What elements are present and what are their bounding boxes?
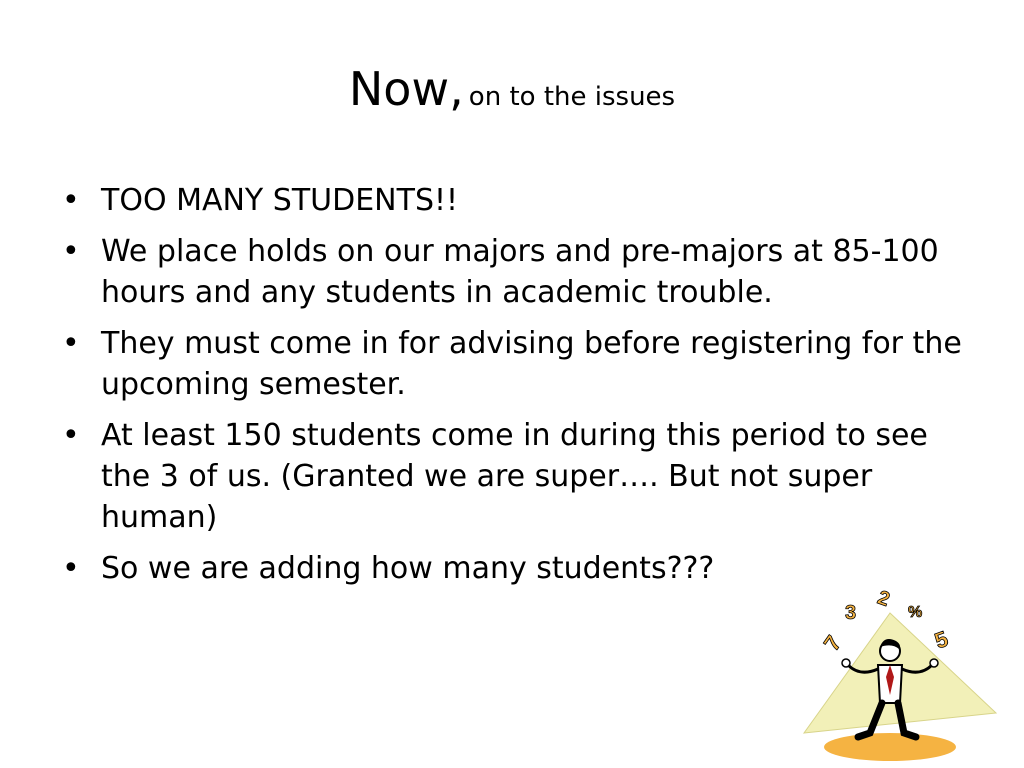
- ground-ellipse: [824, 733, 956, 761]
- bullet-dot-icon: •: [62, 183, 80, 218]
- title-subtitle: on to the issues: [468, 82, 676, 112]
- bullet-item: [62, 415, 962, 538]
- bullet-dot-icon: •: [62, 551, 80, 586]
- bullet-item: [62, 323, 962, 405]
- bullet-dot-icon: •: [62, 326, 80, 361]
- juggled-symbol: %: [908, 604, 923, 621]
- bullet-list: [62, 180, 962, 599]
- bullet-item: [62, 548, 962, 589]
- juggled-symbol: 7: [818, 630, 847, 656]
- bullet-dot-icon: •: [62, 234, 80, 269]
- bullet-text: TOO MANY STUDENTS!!: [101, 183, 459, 218]
- juggled-symbol: 3: [845, 602, 857, 624]
- bullet-text: They must come in for advising before registering for the upcoming semester.: [101, 326, 962, 402]
- figure-hand-right: [930, 659, 938, 667]
- bullet-dot-icon: •: [62, 418, 80, 453]
- juggling-man-clipart-icon: [798, 585, 1003, 763]
- bullet-text: At least 150 students come in during this period to see the 3 of us. (Granted we are super…. But not super human): [101, 418, 928, 535]
- juggled-symbol: 2: [874, 586, 893, 612]
- slide-title: [0, 62, 1024, 116]
- figure-hand-left: [842, 659, 850, 667]
- bullet-text: So we are adding how many students???: [101, 551, 715, 586]
- title-main: Now,: [348, 62, 464, 116]
- bullet-text: We place holds on our majors and pre-majors at 85-100 hours and any students in academic trouble.: [101, 234, 939, 310]
- bullet-item: [62, 231, 962, 313]
- bullet-item: [62, 180, 962, 221]
- juggled-symbol: 5: [931, 625, 952, 654]
